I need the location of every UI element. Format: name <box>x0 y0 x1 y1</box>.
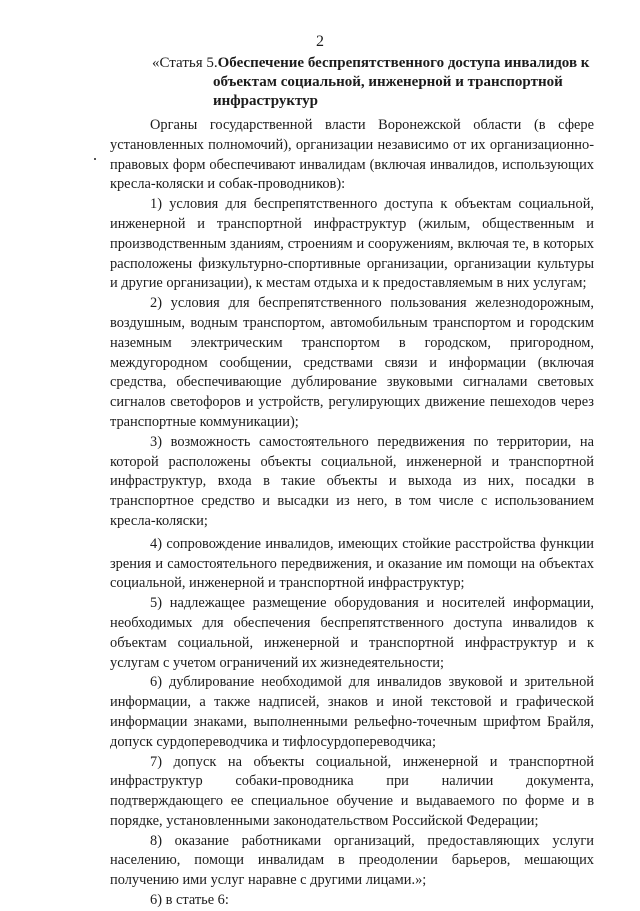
article-body <box>110 116 594 911</box>
list-item: 2) условия для беспрепятственного пользования железнодорожным, воздушным, водным транспортом, автомобильным транспортом и городским наземным электрическим транспортом в городском, пригородном, междугородном сообщении, средствами связи и информации (включая средства, обеспечивающие дублирование звуковыми сигналами световых сигналов светофоров и устройств, регулирующих движение пешеходов через транспортные коммуникации); <box>110 295 594 430</box>
article-title-line1: Обеспечение беспрепятственного доступа инвалидов к <box>217 55 590 71</box>
list-item: 1) условия для беспрепятственного доступа к объектам социальной, инженерной и транспортной инфраструктур (жилым, общественным и производственным зданиям, строениям и сооружениям, включая те, в которых расположены физкультурно-спортивные организации, организации культуры и другие организации), к местам отдыха и к предоставляемым в них услугам; <box>110 196 594 292</box>
list-item: 8) оказание работниками организаций, предоставляющих услуги населению, помощи инвалидам в преодолении барьеров, мешающих получению ими услуг наравне с другими лицами.»; <box>110 832 594 889</box>
article-heading <box>152 54 592 111</box>
list-item: 3) возможность самостоятельного передвижения по территории, на которой расположены объекты социальной, инженерной и транспортной инфраструктур, входа в такие объекты и выхода из них, посадки в транспортное средство и высадки из него, в том числе с использованием кресла-коляски; <box>110 433 594 529</box>
list-item: 4) сопровождение инвалидов, имеющих стойкие расстройства функции зрения и самостоятельного передвижения, и оказание им помощи на объектах социальной, инженерной и транспортной инфраструктур; <box>110 535 594 592</box>
article-number: «Статья 5. <box>152 55 218 71</box>
article-title-line2: объектам социальной, инженерной и транспортной <box>213 74 563 90</box>
scan-speck <box>94 158 96 160</box>
list-item: 7) допуск на объекты социальной, инженерной и транспортной инфраструктур собаки-проводника при наличии документа, подтверждающего ее специальное обучение и выдаваемого по форме и в порядке, установленными законодательством Российской Федерации; <box>110 753 594 829</box>
footer-line: 6) в статье 6: <box>150 892 229 909</box>
page-number: 2 <box>316 33 324 50</box>
list-item: 5) надлежащее размещение оборудования и носителей информации, необходимых для обеспечения беспрепятственного доступа инвалидов к объектам социальной, инженерной и транспортной инфраструктур и к услугам с учетом ограничений их жизнедеятельности; <box>110 595 594 671</box>
article-title-line3: инфраструктур <box>213 93 319 109</box>
intro-paragraph: Органы государственной власти Воронежской области (в сфере установленных полномочий), организации независимо от их организационно-правовых форм обеспечивают инвалидам (включая инвалидов, использующих кресла-коляски и собак-проводников): <box>110 117 594 193</box>
list-item: 6) дублирование необходимой для инвалидов звуковой и зрительной информации, а также надписей, знаков и иной текстовой и графической информации знаками, выполненными рельефно-точечным шрифтом Брайля, допуск сурдопереводчика и тифлосурдопереводчика; <box>110 674 594 750</box>
